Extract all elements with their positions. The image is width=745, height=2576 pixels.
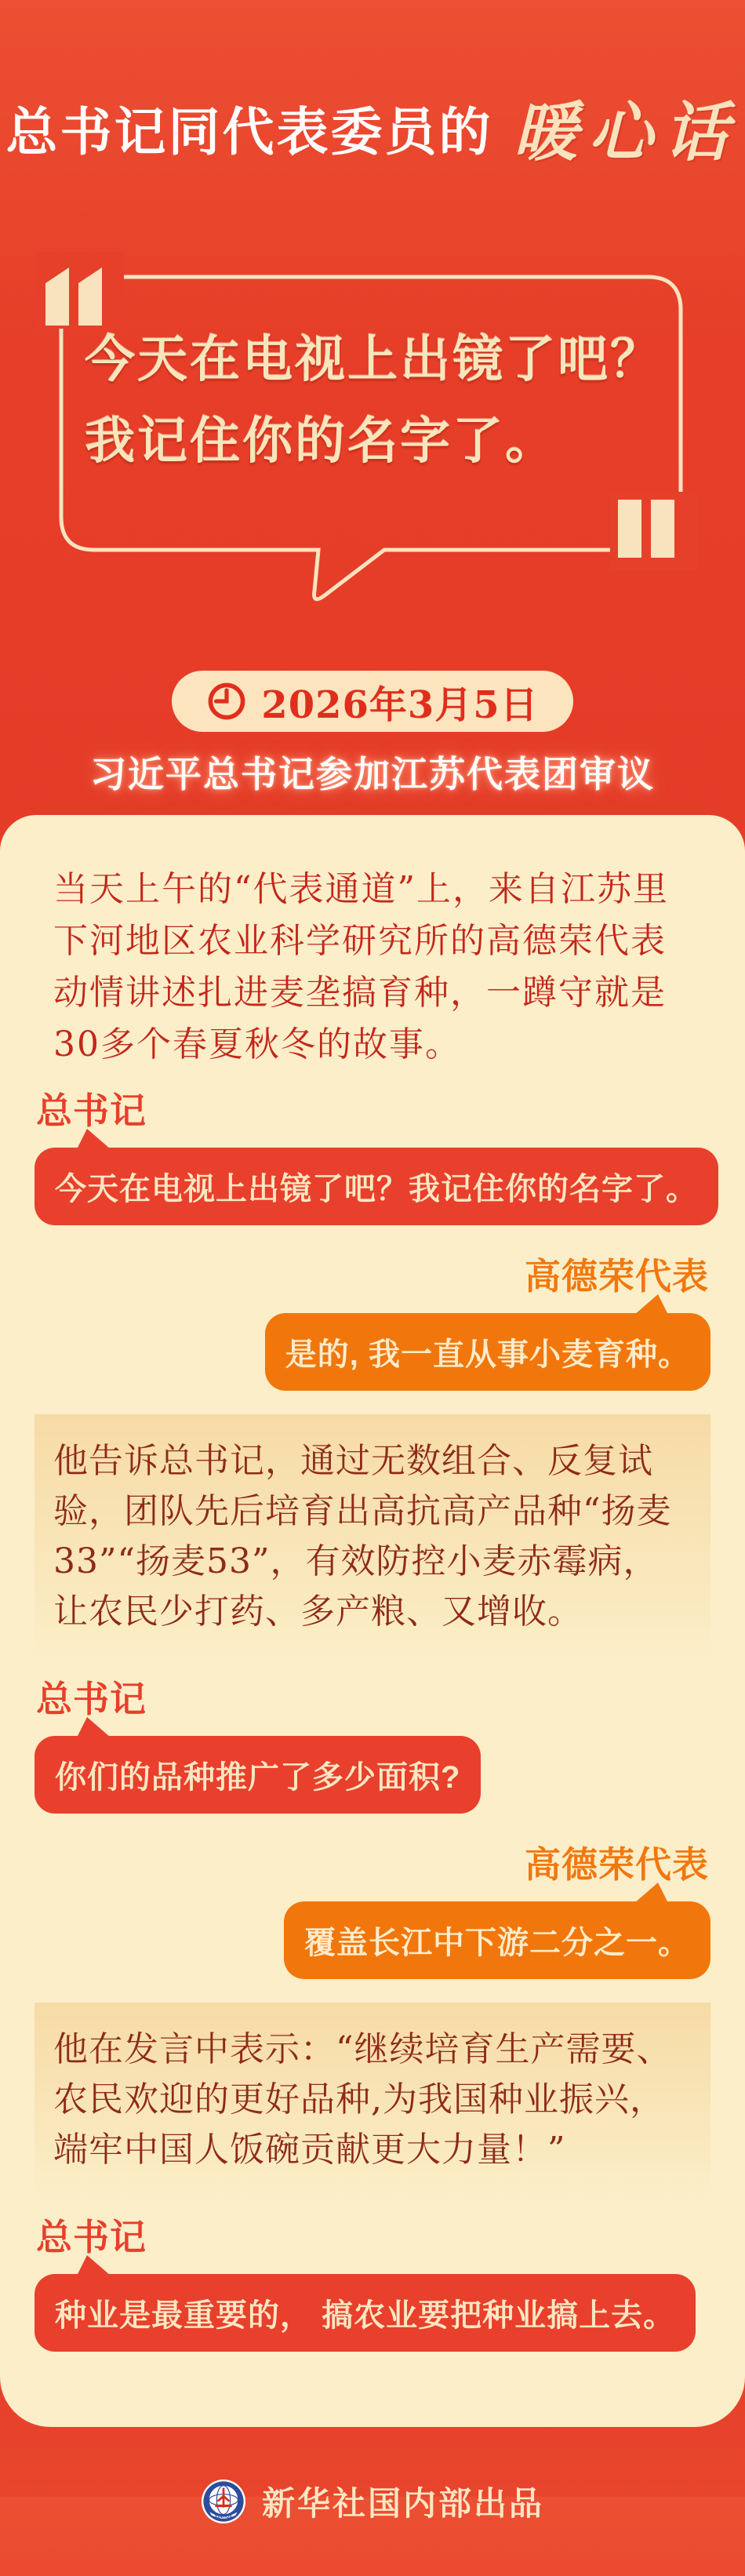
narration-panel-2 <box>35 2003 710 2197</box>
publisher-credit: 新华社国内部出品 <box>261 2485 544 2522</box>
date-badge <box>172 671 572 732</box>
clock-icon <box>206 681 247 722</box>
narration-text: 他在发言中表示：“继续培育生产需要、农民欢迎的更好品种,为我国种业振兴，端牢中国人饭碗贡献更大力量！” <box>53 2029 672 2170</box>
quote-line-1: 今天在电视上出镜了吧？ <box>85 330 663 389</box>
close-quote-icon <box>610 492 698 570</box>
dialogue-item-secretary-3 <box>24 2218 721 2352</box>
speaker-label: 总书记 <box>36 1090 147 1131</box>
dialogue-item-deputy-2 <box>24 1845 721 1979</box>
dialogue-item-secretary-2 <box>24 1679 721 1814</box>
speaker-label: 总书记 <box>36 1679 147 1719</box>
event-subtitle: 习近平总书记参加江苏代表团审议 <box>90 754 655 795</box>
speech-bubble-red: 你们的品种推广了多少面积? <box>35 1736 481 1814</box>
dialogue-item-deputy-1 <box>24 1257 721 1391</box>
speech-bubble-red: 今天在电视上出镜了吧？我记住你的名字了。 <box>35 1148 718 1225</box>
dialogue-item-secretary-1 <box>24 1091 721 1225</box>
speaker-label: 高德荣代表 <box>525 1256 709 1297</box>
open-quote-icon <box>36 252 124 329</box>
article-card <box>0 815 745 2427</box>
narration-text: 他告诉总书记，通过无数组合、反复试验，团队先后培育出高抗高产品种“扬麦33”“扬麦53”，有效防控小麦赤霉病，让农民少打药、多产粮、又增收。 <box>53 1441 672 1632</box>
date-text: 2026年3月5日 <box>261 682 539 727</box>
narration-panel-1 <box>35 1414 710 1659</box>
speaker-label: 总书记 <box>36 2217 147 2258</box>
quote-card <box>0 247 745 619</box>
speech-bubble-orange: 是的, 我一直从事小麦育种。 <box>265 1313 710 1391</box>
intro-paragraph: 当天上午的“代表通道”上，来自江苏里下河地区农业科学研究所的高德荣代表动情讲述扎进麦垄搞育种，一蹲守就是30多个春夏秋冬的故事。 <box>53 869 669 1064</box>
speech-bubble-orange: 覆盖长江中下游二分之一。 <box>284 1901 710 1979</box>
speaker-label: 高德荣代表 <box>525 1844 709 1885</box>
quote-line-2: 我记住你的名字了。 <box>85 412 558 471</box>
footer <box>0 2427 745 2576</box>
xinhua-logo-text: XINHUA <box>214 2514 233 2520</box>
date-row <box>0 671 745 732</box>
page-title <box>0 0 745 173</box>
title-main: 总书记同代表委员的 <box>5 103 493 161</box>
speech-bubble-red: 种业是最重要的， 搞农业要把种业搞上去。 <box>35 2274 696 2352</box>
quote-text <box>85 319 663 482</box>
title-calligraphy: 暖心话 <box>513 95 740 170</box>
xinhua-logo-icon <box>201 2479 246 2524</box>
